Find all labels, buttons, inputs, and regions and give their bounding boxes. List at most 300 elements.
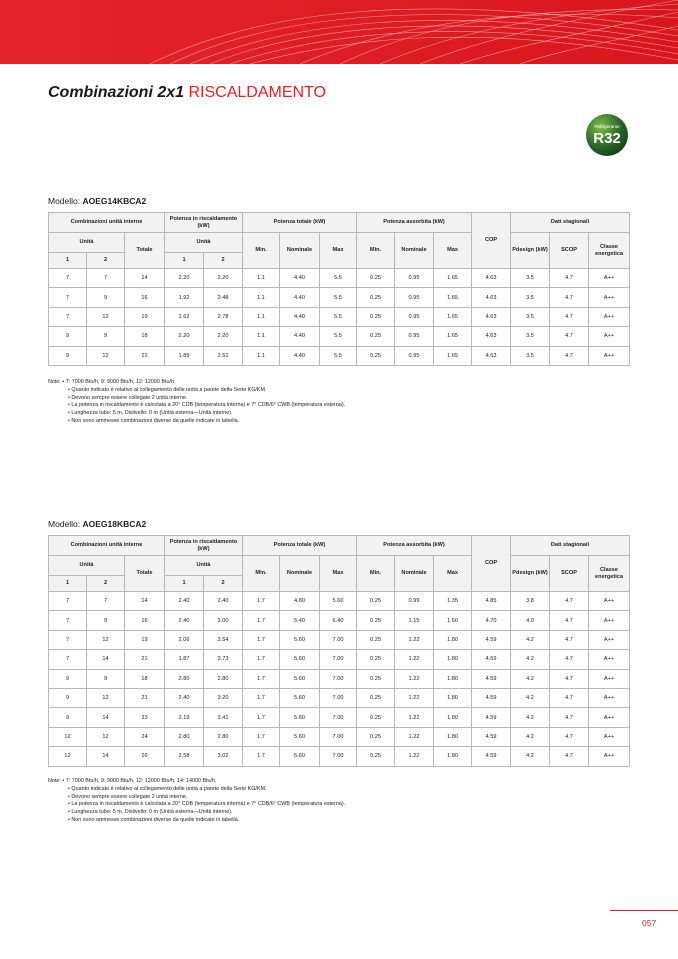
table-cell: 4.63: [472, 307, 511, 326]
header-banner: [0, 0, 678, 64]
table-cell: 4.59: [472, 630, 511, 649]
model-name: AOEG18KBCA2: [82, 519, 147, 529]
th-risc-col-1: 1: [165, 576, 204, 592]
table-cell: 14: [125, 592, 165, 611]
table-cell: 4.59: [472, 747, 511, 766]
table-cell: 2.19: [165, 708, 204, 727]
table-cell: 4.2: [511, 688, 550, 707]
th-risc-col-2: 2: [204, 576, 243, 592]
th-scop: SCOP: [550, 556, 589, 592]
table-cell: 4.7: [550, 346, 589, 365]
table-cell: 4.59: [472, 727, 511, 746]
table-cell: 1.80: [434, 688, 472, 707]
table-cell: 1.80: [434, 708, 472, 727]
table-cell: 1.7: [243, 669, 280, 688]
wave-decoration: [0, 0, 678, 64]
table-cell: 7: [49, 630, 87, 649]
table-row: [49, 650, 630, 669]
table-cell: 4.2: [511, 650, 550, 669]
table-cell: A++: [589, 688, 630, 707]
model-name: AOEG14KBCA2: [82, 196, 147, 206]
table-cell: 7.00: [320, 650, 357, 669]
th-cop: COP: [472, 536, 511, 592]
table-cell: 24: [125, 727, 165, 746]
table-cell: 1.60: [434, 611, 472, 630]
table-cell: 5.5: [320, 288, 357, 307]
th-unita-risc: Unità: [165, 556, 243, 576]
model-prefix: Modello:: [48, 519, 81, 529]
table-cell: 1.1: [243, 327, 280, 346]
table-cell: 0.95: [395, 327, 434, 346]
table-cell: 2.20: [204, 327, 243, 346]
table-cell: 12: [87, 346, 125, 365]
table-cell: 9: [87, 669, 125, 688]
table-row: [49, 592, 630, 611]
table-cell: 0.25: [357, 327, 395, 346]
table-cell: 2.58: [165, 747, 204, 766]
table-cell: 1.80: [434, 747, 472, 766]
table-cell: 1.65: [434, 269, 472, 288]
table-cell: 4.2: [511, 727, 550, 746]
table-row: [49, 307, 630, 326]
table-cell: 1.22: [395, 688, 434, 707]
table-cell: 5.60: [280, 708, 320, 727]
table-cell: 4.63: [472, 269, 511, 288]
table-cell: 4.7: [550, 650, 589, 669]
table-cell: 4.63: [472, 288, 511, 307]
table-cell: 1.65: [434, 307, 472, 326]
table-cell: 1.65: [434, 346, 472, 365]
table-cell: 4.7: [550, 669, 589, 688]
table-cell: 3.54: [204, 630, 243, 649]
table-cell: 1.22: [395, 727, 434, 746]
table-cell: A++: [589, 650, 630, 669]
table-cell: 4.59: [472, 688, 511, 707]
table-cell: 1.92: [165, 288, 204, 307]
th-cop: COP: [472, 213, 511, 269]
table-cell: 9: [49, 669, 87, 688]
table-cell: 12: [49, 747, 87, 766]
table-cell: 7: [49, 611, 87, 630]
table-cell: 1.87: [165, 650, 204, 669]
table-cell: 2.40: [165, 611, 204, 630]
table-cell: 1.1: [243, 307, 280, 326]
th-min: Min.: [243, 233, 280, 269]
refrigerant-badge: [585, 113, 629, 157]
table-cell: 4.40: [280, 307, 320, 326]
table-cell: 12: [87, 630, 125, 649]
table-cell: 21: [125, 346, 165, 365]
table-cell: 7.00: [320, 708, 357, 727]
table-cell: 3.41: [204, 708, 243, 727]
th-classe: Classe energetica: [589, 233, 630, 269]
table-row: [49, 630, 630, 649]
table-cell: A++: [589, 346, 630, 365]
notes-1: [48, 379, 608, 426]
table-cell: A++: [589, 708, 630, 727]
table-cell: 1.22: [395, 747, 434, 766]
th-nominale-ass: Nominale: [395, 556, 434, 592]
table-cell: 4.7: [550, 611, 589, 630]
table-cell: 7.00: [320, 727, 357, 746]
table-cell: 1.7: [243, 611, 280, 630]
table-row: [49, 611, 630, 630]
table-cell: 0.25: [357, 288, 395, 307]
table-cell: 1.62: [165, 307, 204, 326]
table-cell: 4.59: [472, 669, 511, 688]
table-cell: 1.80: [434, 669, 472, 688]
table-cell: 14: [87, 747, 125, 766]
table-cell: 9: [49, 346, 87, 365]
table-cell: 1.1: [243, 346, 280, 365]
table-cell: 1.1: [243, 269, 280, 288]
table-cell: 4.7: [550, 592, 589, 611]
model-label-2: [48, 519, 146, 529]
table-cell: 7: [49, 307, 87, 326]
table-cell: 3.00: [204, 611, 243, 630]
table-cell: 1.89: [165, 346, 204, 365]
table-row: [49, 288, 630, 307]
table-cell: 4.7: [550, 288, 589, 307]
table-cell: 4.40: [280, 269, 320, 288]
table-cell: 1.7: [243, 592, 280, 611]
table-cell: 4.7: [550, 307, 589, 326]
table-cell: 5.5: [320, 327, 357, 346]
table-cell: 2.80: [165, 727, 204, 746]
table-cell: 1.35: [434, 592, 472, 611]
table-cell: 3.02: [204, 747, 243, 766]
table-cell: 1.15: [395, 611, 434, 630]
table-cell: 5.60: [280, 747, 320, 766]
table-cell: 1.7: [243, 688, 280, 707]
page-title-main: Combinazioni 2x1: [48, 84, 185, 101]
th-risc-col-1: 1: [165, 253, 204, 269]
th-classe: Classe energetica: [589, 556, 630, 592]
th-totale: Totale: [125, 233, 165, 269]
note-item: • La potenza in riscaldamento è calcolata a 20° CDB (temperatura interna) e 7° CDB/6° CWB (temperatura esterna).: [68, 402, 608, 410]
note-item: • Quanto indicato è relativo al collegamento delle unità a parete della Serie KG/KM.: [68, 786, 608, 794]
table-cell: 0.95: [395, 346, 434, 365]
table-cell: 1.80: [434, 630, 472, 649]
th-nominale: Nominale: [280, 556, 320, 592]
page-title-accent: RISCALDAMENTO: [188, 84, 326, 101]
note-item: • Non sono ammesse combinazioni diverse da quelle indicate in tabella.: [68, 817, 608, 825]
note-item: • Non sono ammesse combinazioni diverse da quelle indicate in tabella.: [68, 418, 608, 426]
table-cell: 9: [87, 288, 125, 307]
table-cell: 2.40: [204, 592, 243, 611]
table-cell: 5.60: [320, 592, 357, 611]
table-cell: 1.7: [243, 630, 280, 649]
table-cell: 0.25: [357, 688, 395, 707]
note-item: • Quanto indicato è relativo al collegamento delle unità a parete della Serie KG/KM.: [68, 387, 608, 395]
table-cell: 2.80: [165, 669, 204, 688]
note-intro: Note: • 7: 7000 Btu/h, 9: 9000 Btu/h, 12: 12000 Btu/h.: [48, 379, 176, 385]
table-cell: 0.25: [357, 269, 395, 288]
table-cell: 2.80: [204, 727, 243, 746]
table-cell: 1.7: [243, 650, 280, 669]
table-row: [49, 727, 630, 746]
table-cell: 0.25: [357, 346, 395, 365]
table-cell: 7: [87, 592, 125, 611]
table-cell: 21: [125, 650, 165, 669]
notes-list: [48, 387, 608, 426]
table-cell: 1.1: [243, 288, 280, 307]
table-cell: 4.40: [280, 327, 320, 346]
th-dati-stagionali: Dati stagionali: [511, 536, 630, 556]
spec-table-aoeg18: [48, 535, 630, 767]
table-cell: 2.40: [165, 688, 204, 707]
table-cell: 4.59: [472, 708, 511, 727]
table-cell: 19: [125, 630, 165, 649]
th-max: Max: [320, 556, 357, 592]
table-cell: 0.25: [357, 727, 395, 746]
th-col-2: 2: [87, 576, 125, 592]
table-cell: A++: [589, 327, 630, 346]
th-totale: Totale: [125, 556, 165, 592]
table-cell: 5.60: [280, 688, 320, 707]
table-cell: 12: [87, 727, 125, 746]
table-cell: 7: [49, 650, 87, 669]
table-cell: 4.63: [472, 346, 511, 365]
table-cell: 23: [125, 708, 165, 727]
th-min: Min.: [243, 556, 280, 592]
table-body: [49, 269, 630, 366]
table-cell: 18: [125, 669, 165, 688]
th-max: Max: [320, 233, 357, 269]
table-cell: 4.80: [280, 592, 320, 611]
table-cell: 5.60: [280, 630, 320, 649]
th-dati-stagionali: Dati stagionali: [511, 213, 630, 233]
table-cell: 2.20: [204, 269, 243, 288]
table-cell: A++: [589, 288, 630, 307]
table-cell: 0.25: [357, 611, 395, 630]
th-unita: Unità: [49, 556, 125, 576]
table-cell: 4.7: [550, 327, 589, 346]
th-min-ass: Min.: [357, 556, 395, 592]
table-cell: 4.7: [550, 630, 589, 649]
table-cell: 2.06: [165, 630, 204, 649]
table-cell: 4.2: [511, 669, 550, 688]
th-scop: SCOP: [550, 233, 589, 269]
table-cell: 4.40: [280, 346, 320, 365]
table-cell: 0.25: [357, 592, 395, 611]
th-potenza-totale: Potenza totale (kW): [243, 536, 357, 556]
table-cell: 5.60: [280, 727, 320, 746]
th-col-1: 1: [49, 253, 87, 269]
table-cell: 18: [125, 327, 165, 346]
note-item: • La potenza in riscaldamento è calcolata a 20° CDB (temperatura interna) e 7° CDB/6° CWB (temperatura esterna).: [68, 801, 608, 809]
table-cell: 3.5: [511, 346, 550, 365]
table-cell: 6.40: [320, 611, 357, 630]
table-cell: 4.85: [472, 592, 511, 611]
table-cell: 9: [49, 708, 87, 727]
table-cell: A++: [589, 630, 630, 649]
table-cell: 2.40: [165, 592, 204, 611]
th-min-ass: Min.: [357, 233, 395, 269]
badge-big-text: R32: [593, 130, 621, 147]
table-cell: 0.25: [357, 307, 395, 326]
table-cell: 3.20: [204, 688, 243, 707]
table-cell: 12: [87, 307, 125, 326]
table-cell: 3.5: [511, 327, 550, 346]
table-cell: 1.22: [395, 630, 434, 649]
table-cell: 19: [125, 307, 165, 326]
table-cell: 0.95: [395, 288, 434, 307]
table-cell: 1.7: [243, 727, 280, 746]
table-cell: A++: [589, 727, 630, 746]
table-cell: 4.70: [472, 611, 511, 630]
table-cell: 0.95: [395, 307, 434, 326]
table-cell: 0.25: [357, 708, 395, 727]
table-cell: 4.59: [472, 650, 511, 669]
table-cell: 9: [87, 327, 125, 346]
table-cell: 2.78: [204, 307, 243, 326]
table-cell: 1.65: [434, 288, 472, 307]
table-cell: 4.0: [511, 611, 550, 630]
table-cell: 3.73: [204, 650, 243, 669]
table-cell: 1.65: [434, 327, 472, 346]
table-cell: 3.5: [511, 307, 550, 326]
th-unita: Unità: [49, 233, 125, 253]
table-cell: 1.7: [243, 708, 280, 727]
th-nominale-ass: Nominale: [395, 233, 434, 269]
table-cell: A++: [589, 269, 630, 288]
r32-badge-icon: [585, 113, 629, 157]
table-cell: A++: [589, 611, 630, 630]
table-cell: 5.5: [320, 307, 357, 326]
table-row: [49, 708, 630, 727]
th-combinazioni: Combinazioni unità interne: [49, 213, 165, 233]
table-cell: 4.7: [550, 708, 589, 727]
table-cell: 2.80: [204, 669, 243, 688]
table-cell: 0.99: [395, 592, 434, 611]
note-intro: Note: • 7: 7000 Btu/h, 9: 9000 Btu/h, 12: 12000 Btu/h, 14: 14000 Btu/h.: [48, 778, 217, 784]
page-number-rule: [610, 910, 678, 911]
table-cell: 7.00: [320, 688, 357, 707]
table-row: [49, 269, 630, 288]
table-body: [49, 592, 630, 767]
th-max-ass: Max: [434, 233, 472, 269]
th-max-ass: Max: [434, 556, 472, 592]
table-cell: A++: [589, 669, 630, 688]
table-cell: 4.2: [511, 630, 550, 649]
table-cell: 1.80: [434, 727, 472, 746]
table-cell: 7: [87, 269, 125, 288]
table-cell: 14: [125, 269, 165, 288]
table-cell: 7: [49, 269, 87, 288]
table-cell: 21: [125, 688, 165, 707]
table-cell: 0.25: [357, 650, 395, 669]
table-cell: 0.25: [357, 747, 395, 766]
table-cell: 4.7: [550, 688, 589, 707]
table-cell: 26: [125, 747, 165, 766]
th-pdesign: Pdesign (kW): [511, 233, 550, 269]
table-row: [49, 747, 630, 766]
th-potenza-assorbita: Potenza assorbita (kW): [357, 536, 472, 556]
table-cell: 5.40: [280, 611, 320, 630]
th-col-1: 1: [49, 576, 87, 592]
th-potenza-risc: Potenza in riscaldamento (kW): [165, 536, 243, 556]
spec-table-aoeg14: [48, 212, 630, 366]
table-cell: A++: [589, 747, 630, 766]
table-cell: 9: [87, 611, 125, 630]
th-combinazioni: Combinazioni unità interne: [49, 536, 165, 556]
th-potenza-assorbita: Potenza assorbita (kW): [357, 213, 472, 233]
table-row: [49, 346, 630, 365]
table-cell: 14: [87, 650, 125, 669]
table-cell: 5.5: [320, 269, 357, 288]
table-cell: 7.00: [320, 747, 357, 766]
table-cell: 9: [49, 688, 87, 707]
note-item: • Lunghezza tubo: 5 m, Dislivello: 0 m (Unità esterna—Unità interne).: [68, 809, 608, 817]
th-potenza-totale: Potenza totale (kW): [243, 213, 357, 233]
model-prefix: Modello:: [48, 196, 81, 206]
table-cell: 3.5: [511, 288, 550, 307]
table-cell: 9: [49, 327, 87, 346]
note-item: • Devono sempre essere collegate 2 unità interne.: [68, 395, 608, 403]
notes-list: [48, 786, 608, 825]
table-cell: 1.80: [434, 650, 472, 669]
table-cell: 3.5: [511, 269, 550, 288]
model-label-1: [48, 196, 146, 206]
note-item: • Lunghezza tubo: 5 m, Dislivello: 0 m (Unità esterna—Unità interne).: [68, 410, 608, 418]
table-cell: 4.2: [511, 708, 550, 727]
table-cell: 4.2: [511, 747, 550, 766]
table-cell: 2.51: [204, 346, 243, 365]
table-row: [49, 688, 630, 707]
table-cell: 0.25: [357, 630, 395, 649]
notes-2: [48, 778, 608, 825]
th-nominale: Nominale: [280, 233, 320, 269]
table-cell: 1.22: [395, 650, 434, 669]
table-cell: 4.7: [550, 727, 589, 746]
table-cell: 2.48: [204, 288, 243, 307]
th-pdesign: Pdesign (kW): [511, 556, 550, 592]
badge-small-text: Refrigerante: [594, 124, 620, 129]
table-cell: 16: [125, 611, 165, 630]
th-unita-risc: Unità: [165, 233, 243, 253]
table-cell: 4.63: [472, 327, 511, 346]
table-cell: 1.22: [395, 708, 434, 727]
table-cell: 3.8: [511, 592, 550, 611]
table-cell: A++: [589, 592, 630, 611]
table-cell: 12: [87, 688, 125, 707]
table-cell: 0.95: [395, 269, 434, 288]
table-cell: A++: [589, 307, 630, 326]
table-cell: 5.5: [320, 346, 357, 365]
table-cell: 0.25: [357, 669, 395, 688]
table-cell: 2.20: [165, 269, 204, 288]
table-cell: 12: [49, 727, 87, 746]
table-cell: 5.60: [280, 650, 320, 669]
page-title: [48, 84, 326, 102]
table-row: [49, 669, 630, 688]
note-item: • Devono sempre essere collegate 2 unità interne.: [68, 794, 608, 802]
table-cell: 7.00: [320, 669, 357, 688]
table-cell: 7: [49, 288, 87, 307]
table-cell: 1.22: [395, 669, 434, 688]
table-cell: 1.7: [243, 747, 280, 766]
th-potenza-risc: Potenza in riscaldamento (kW): [165, 213, 243, 233]
page-number: 057: [642, 918, 657, 928]
table-cell: 4.40: [280, 288, 320, 307]
table-row: [49, 327, 630, 346]
table-cell: 16: [125, 288, 165, 307]
table-cell: 7.00: [320, 630, 357, 649]
table-cell: 14: [87, 708, 125, 727]
table-cell: 4.7: [550, 747, 589, 766]
table-cell: 4.7: [550, 269, 589, 288]
